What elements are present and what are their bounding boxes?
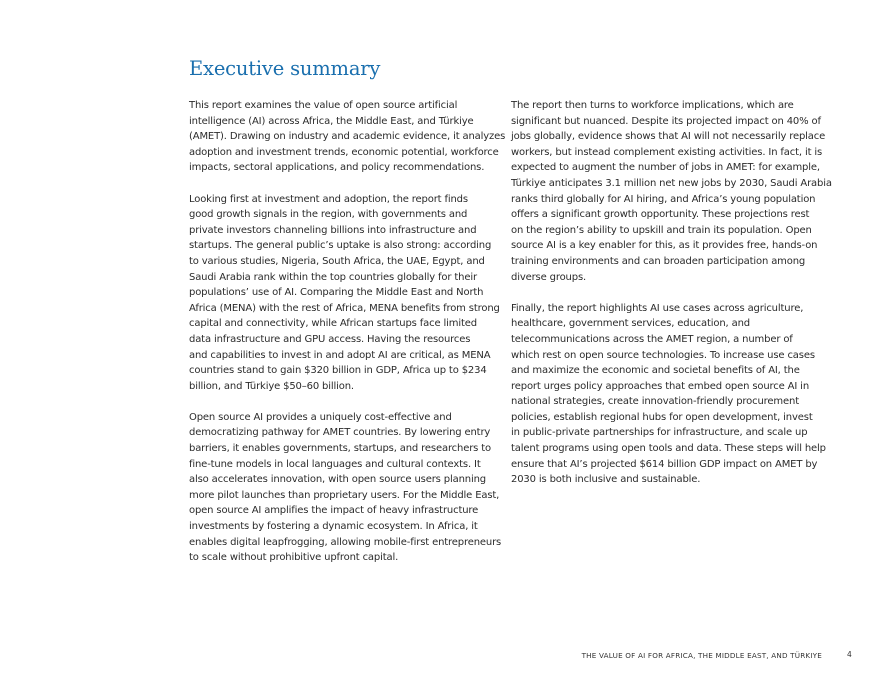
paragraph-line: policies, establish regional hubs for open development, invest [511, 411, 813, 423]
body-paragraph [511, 98, 832, 285]
paragraph-line: telecommunications across the AMET region, a number of [511, 333, 793, 345]
paragraph-line: to scale without prohibitive upfront capital. [189, 552, 399, 564]
paragraph-line: billion, and Türkiye $50–60 billion. [189, 380, 354, 392]
paragraph-line: diverse groups. [511, 271, 587, 283]
page-title: Executive summary [189, 57, 381, 80]
paragraph-line: expected to augment the number of jobs in AMET: for example, [511, 162, 820, 174]
paragraph-line: The report then turns to workforce implications, which are [511, 100, 794, 111]
paragraph-line: talent programs using open tools and data. These steps will help [511, 443, 826, 455]
paragraph-line: in public-private partnerships for infrastructure, and scale up [511, 427, 808, 439]
paragraph-line: intelligence (AI) across Africa, the Middle East, and Türkiye [189, 115, 474, 127]
paragraph-line: This report examines the value of open source artificial [189, 100, 458, 111]
paragraph-line: impacts, sectoral applications, and policy recommendations. [189, 162, 485, 174]
paragraph-line: fine-tune models in local languages and cultural contexts. It [189, 458, 481, 470]
paragraph-gap [189, 176, 501, 192]
body-column-right [511, 98, 832, 488]
paragraph-line: 2030 is both inclusive and sustainable. [511, 474, 701, 486]
paragraph-line: report urges policy approaches that embed open source AI in [511, 380, 810, 392]
body-paragraph [189, 98, 506, 176]
paragraph-line: which rest on open source technologies. To increase use cases [511, 349, 815, 361]
paragraph-line: open source AI amplifies the impact of heavy infrastructure [189, 505, 479, 517]
paragraph-line: Looking first at investment and adoption, the report finds [189, 193, 468, 205]
paragraph-line: countries stand to gain $320 billion in GDP, Africa up to $234 [189, 365, 487, 377]
page-number: 4 [847, 650, 852, 659]
paragraph-line: offers a significant growth opportunity. These projections rest [511, 209, 810, 221]
paragraph-line: barriers, it enables governments, startups, and researchers to [189, 443, 492, 455]
body-paragraph [189, 410, 501, 566]
paragraph-line: ranks third globally for AI hiring, and Africa’s young population [511, 193, 816, 205]
paragraph-line: more pilot launches than proprietary users. For the Middle East, [189, 489, 500, 501]
paragraph-line: to various studies, Nigeria, South Africa, the UAE, Egypt, and [189, 255, 485, 267]
paragraph-line: startups. The general public’s uptake is also strong: according [189, 240, 492, 252]
paragraph-line: data infrastructure and GPU access. Having the resources [189, 333, 471, 345]
body-column-left [189, 98, 506, 566]
paragraph-line: and maximize the economic and societal benefits of AI, the [511, 365, 800, 377]
paragraph-line: national strategies, create innovation-friendly procurement [511, 396, 799, 408]
paragraph-line: Türkiye anticipates 3.1 million net new jobs by 2030, Saudi Arabia [511, 177, 832, 189]
body-paragraph [511, 301, 826, 488]
paragraph-line: populations’ use of AI. Comparing the Middle East and North [189, 287, 484, 299]
paragraph-line: investments by fostering a dynamic ecosystem. In Africa, it [189, 521, 478, 533]
paragraph-line: good growth signals in the region, with governments and [189, 209, 468, 221]
paragraph-line: (AMET). Drawing on industry and academic evidence, it analyzes [189, 131, 506, 143]
paragraph-line: Open source AI provides a uniquely cost-effective and [189, 411, 452, 423]
paragraph-line: on the region’s ability to upskill and train its population. Open [511, 224, 812, 236]
paragraph-line: also accelerates innovation, with open source users planning [189, 474, 486, 486]
paragraph-line: ensure that AI’s projected $614 billion GDP impact on AMET by [511, 458, 818, 470]
body-paragraph [189, 192, 501, 395]
paragraph-line: significant but nuanced. Despite its projected impact on 40% of [511, 115, 821, 127]
paragraph-line: training environments and can broaden participation among [511, 255, 806, 267]
paragraph-line: and capabilities to invest in and adopt AI are critical, as MENA [189, 349, 491, 361]
footer-running-title: THE VALUE OF AI FOR AFRICA, THE MIDDLE EAST, AND TÜRKIYE [581, 651, 822, 660]
paragraph-gap [189, 394, 501, 410]
paragraph-line: private investors channeling billions into infrastructure and [189, 224, 477, 236]
paragraph-line: source AI is a key enabler for this, as it provides free, hands-on [511, 240, 818, 252]
paragraph-line: Africa (MENA) with the rest of Africa, MENA benefits from strong [189, 302, 500, 314]
paragraph-line: capital and connectivity, while African startups face limited [189, 318, 477, 330]
paragraph-line: Finally, the report highlights AI use cases across agriculture, [511, 302, 804, 314]
paragraph-line: healthcare, government services, education, and [511, 318, 750, 330]
paragraph-line: enables digital leapfrogging, allowing mobile-first entrepreneurs [189, 536, 502, 548]
paragraph-line: adoption and investment trends, economic potential, workforce [189, 146, 499, 158]
paragraph-line: workers, but instead complement existing activities. In fact, it is [511, 146, 823, 158]
paragraph-gap [511, 285, 826, 301]
paragraph-line: democratizing pathway for AMET countries. By lowering entry [189, 427, 491, 439]
paragraph-line: Saudi Arabia rank within the top countries globally for their [189, 271, 477, 283]
paragraph-line: jobs globally, evidence shows that AI will not necessarily replace [511, 131, 826, 143]
